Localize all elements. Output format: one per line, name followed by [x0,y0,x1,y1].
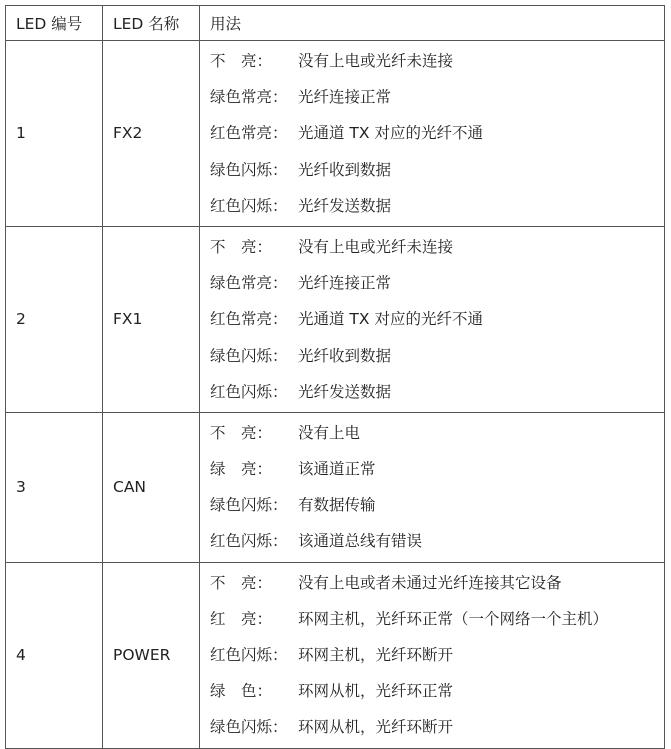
usage-state-label: 红色常亮 [210,124,273,143]
usage-line [210,188,664,224]
usage-colon: ： [272,88,288,107]
usage-description: 有数据传输 [298,496,376,515]
usage-line [210,565,664,601]
usage-state-label: 红色闪烁 [210,646,273,664]
usage-state [210,43,298,79]
usage-description: 环网主机，光纤环正常（一个网络一个主机） [298,609,609,628]
usage-state-label: 红色常亮 [210,310,273,329]
usage-line [210,43,664,79]
usage-description: 光纤发送数据 [298,196,392,215]
usage-colon: ： [272,346,288,365]
usage-state [210,673,298,709]
usage-colon: ： [272,496,288,515]
usage-colon: ： [272,274,288,293]
usage-state [210,152,298,188]
usage-line [210,115,664,151]
usage-description: 光通道 TX 对应的光纤不通 [298,310,483,329]
usage-state-label: 绿 亮 [210,460,257,479]
led-name-cell: POWER [103,562,200,748]
usage-state [210,374,298,410]
usage-state [210,637,298,673]
usage-description: 光纤发送数据 [298,382,392,401]
usage-colon: ： [256,609,273,628]
usage-colon: ： [256,237,273,256]
usage-colon: ： [272,196,288,215]
usage-cell [200,412,665,562]
usage-line [210,229,664,265]
usage-line [210,673,664,709]
usage-state [210,709,298,745]
table-row [6,41,665,227]
usage-description: 没有上电或光纤未连接 [298,52,454,70]
usage-state-label: 绿色常亮 [210,274,273,293]
usage-state-label: 绿 色 [210,682,257,701]
usage-colon: ： [256,573,273,592]
usage-state-label: 不 亮 [210,52,257,70]
usage-line [210,523,664,559]
usage-line [210,301,664,337]
led-number-cell: 3 [6,412,103,562]
usage-state [210,601,298,637]
usage-state-label: 红色闪烁 [210,382,273,401]
usage-colon: ： [272,382,288,401]
usage-state [210,451,298,487]
header-led-name: LED 名称 [103,6,200,41]
usage-colon: ： [272,532,288,551]
usage-description: 光纤连接正常 [298,274,392,293]
usage-cell [200,41,665,227]
usage-description: 光纤连接正常 [298,88,392,107]
usage-state [210,523,298,559]
usage-state [210,487,298,523]
usage-state [210,415,298,451]
usage-description: 环网从机，光纤环断开 [298,718,454,737]
usage-colon: ： [272,160,288,179]
usage-colon: ： [256,423,273,442]
table-row [6,226,665,412]
led-number-cell: 1 [6,41,103,227]
usage-state [210,79,298,115]
led-name-cell: CAN [103,412,200,562]
usage-description: 没有上电或者未通过光纤连接其它设备 [298,573,562,592]
usage-state [210,115,298,151]
usage-state-label: 绿色闪烁 [210,718,273,737]
usage-state-label: 红色闪烁 [210,196,273,215]
table-row [6,562,665,748]
usage-description: 光通道 TX 对应的光纤不通 [298,124,483,143]
usage-line [210,709,664,745]
usage-colon: ： [272,646,288,664]
usage-colon: ： [256,682,273,701]
usage-state [210,265,298,301]
usage-line [210,374,664,410]
usage-line [210,79,664,115]
table-header-row [6,6,665,41]
usage-colon: ： [272,310,288,329]
usage-state [210,188,298,224]
usage-description: 没有上电或光纤未连接 [298,237,454,256]
usage-colon: ： [272,124,288,143]
usage-state [210,338,298,374]
usage-description: 环网从机，光纤环正常 [298,682,454,701]
led-name-cell: FX1 [103,226,200,412]
usage-line [210,451,664,487]
led-table [5,5,665,749]
usage-state-label: 红色闪烁 [210,532,273,551]
usage-colon: ： [256,52,273,70]
usage-state-label: 绿色闪烁 [210,496,273,515]
usage-description: 该通道正常 [298,460,376,479]
usage-state [210,565,298,601]
usage-line [210,338,664,374]
header-usage: 用法 [200,6,665,41]
usage-colon: ： [272,718,288,737]
usage-state-label: 红 亮 [210,609,257,628]
usage-description: 该通道总线有错误 [298,532,423,551]
usage-line [210,265,664,301]
usage-state [210,301,298,337]
usage-line [210,152,664,188]
usage-description: 环网主机，光纤环断开 [298,646,454,664]
usage-state-label: 不 亮 [210,573,257,592]
usage-line [210,415,664,451]
usage-colon: ： [256,460,273,479]
usage-description: 光纤收到数据 [298,160,392,179]
usage-state-label: 不 亮 [210,423,257,442]
led-number-cell: 4 [6,562,103,748]
usage-line [210,601,664,637]
usage-line [210,637,664,673]
usage-cell [200,226,665,412]
usage-state [210,229,298,265]
usage-description: 光纤收到数据 [298,346,392,365]
usage-description: 没有上电 [298,423,361,442]
usage-state-label: 绿色闪烁 [210,346,273,365]
usage-state-label: 绿色闪烁 [210,160,273,179]
usage-state-label: 绿色常亮 [210,88,273,107]
table-body [6,41,665,749]
usage-state-label: 不 亮 [210,237,257,256]
header-led-number: LED 编号 [6,6,103,41]
led-number-cell: 2 [6,226,103,412]
usage-cell [200,562,665,748]
led-name-cell: FX2 [103,41,200,227]
usage-line [210,487,664,523]
table-row [6,412,665,562]
